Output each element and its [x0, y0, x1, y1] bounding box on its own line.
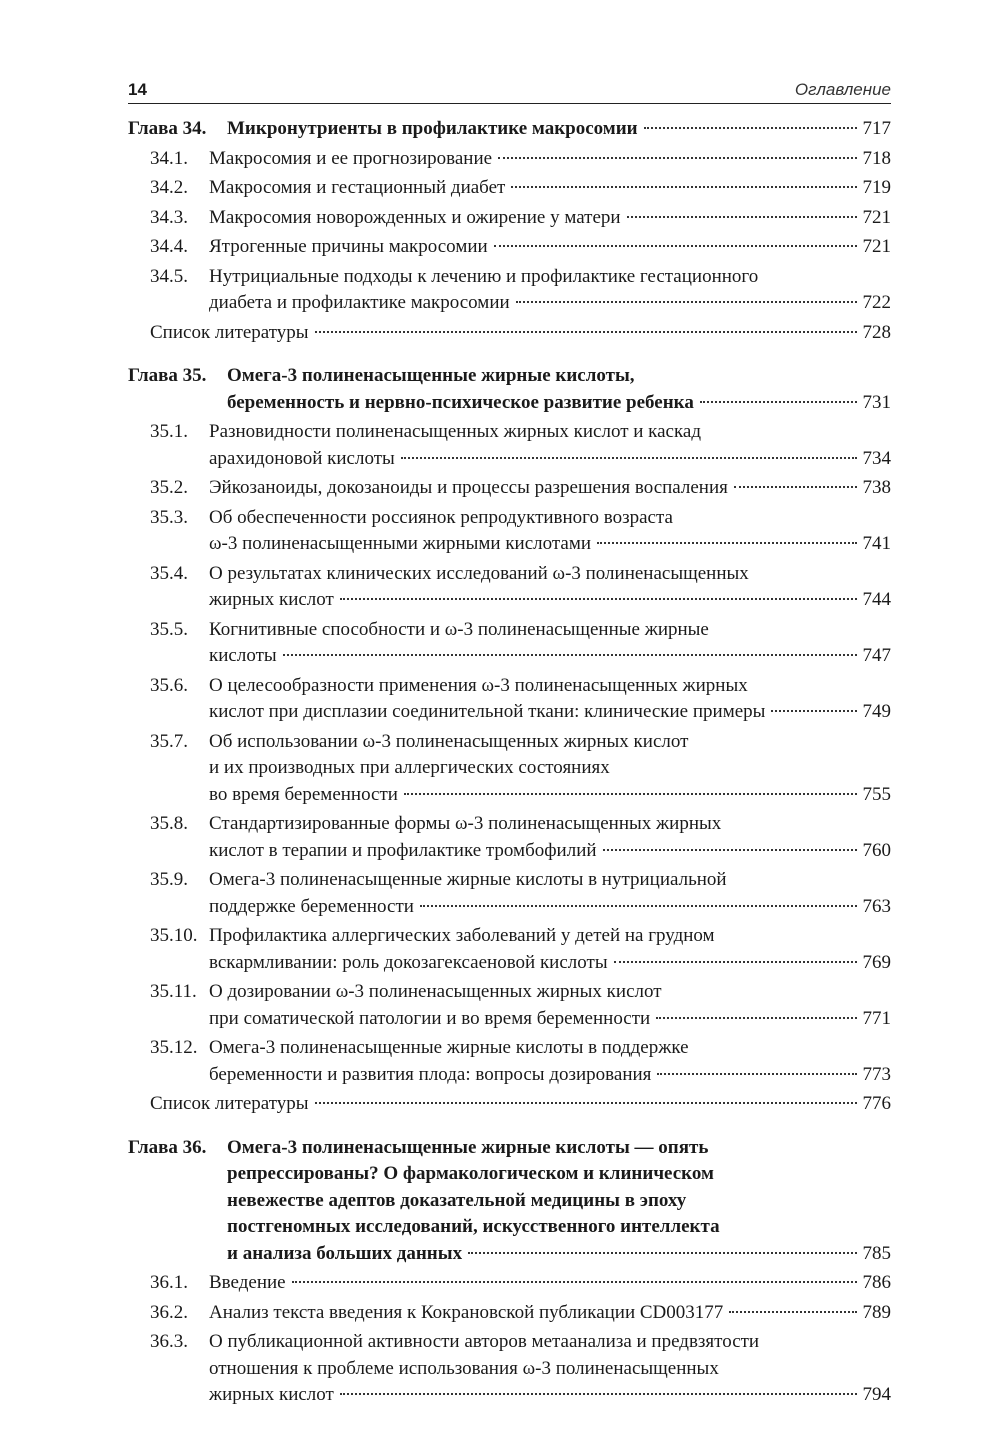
- entry-page-number: 794: [862, 1384, 891, 1405]
- chapter-heading: [128, 116, 891, 143]
- entry-title: [209, 475, 891, 502]
- entry-title-text: ω-3 полиненасыщенными жирными кислотами: [209, 533, 592, 554]
- dot-leader: [644, 127, 857, 129]
- bibliography-entry: [150, 320, 891, 347]
- entry-page-number: 776: [862, 1093, 891, 1114]
- entry-number: 35.4.: [150, 562, 188, 584]
- entry-number: 35.10.: [150, 925, 198, 946]
- entry-page-number: 718: [862, 147, 891, 169]
- entry-title-line: отношения к проблеме использования ω-3 полиненасыщенных: [209, 1357, 719, 1379]
- entry-number: 36.1.: [150, 1272, 188, 1293]
- section-entry: [150, 617, 891, 670]
- entry-number: 35.3.: [150, 506, 188, 528]
- chapter-block: [128, 1135, 891, 1409]
- entry-title-line: [209, 290, 891, 317]
- entry-title-line: [209, 643, 891, 670]
- entry-page-number: 786: [862, 1272, 891, 1293]
- entry-number: 35.1.: [150, 421, 188, 442]
- entry-title-text: диабета и профилактике макросомии: [209, 292, 510, 313]
- entry-title-line: [209, 475, 891, 502]
- section-entry: [150, 811, 891, 864]
- entry-title-line: Омега-3 полиненасыщенные жирные кислоты в поддержке: [209, 1037, 689, 1058]
- section-entry: [150, 146, 891, 173]
- entry-title-line: [209, 175, 891, 202]
- entry-title-text: Микронутриенты в профилактике макросомии: [227, 118, 638, 139]
- entry-title-text: жирных кислот: [209, 589, 334, 610]
- entry-page-number: 789: [862, 1301, 891, 1323]
- entry-title: [209, 1300, 891, 1327]
- entry-title: [209, 264, 891, 317]
- entry-title-text: при соматической патологии и во время беременности: [209, 1007, 651, 1029]
- bibliography-entry: [150, 1091, 891, 1118]
- dot-leader: [516, 301, 857, 303]
- entry-number: 35.12.: [150, 1037, 198, 1058]
- entry-number: 34.1.: [150, 147, 188, 169]
- dot-leader: [627, 216, 857, 218]
- entry-number: 34.3.: [150, 206, 188, 228]
- entry-number: 34.4.: [150, 236, 188, 257]
- dot-leader: [401, 457, 857, 459]
- chapter-heading: [128, 363, 891, 416]
- section-entry: [150, 673, 891, 726]
- page-number: 14: [128, 80, 147, 99]
- entry-number: 35.7.: [150, 730, 188, 752]
- entry-title-text: Макросомия и ее прогнозирование: [209, 147, 493, 169]
- entry-title: [209, 205, 891, 232]
- entry-title: [209, 419, 891, 472]
- entry-title: [209, 175, 891, 202]
- entry-title-line: [150, 320, 891, 347]
- section-entry: [150, 264, 891, 317]
- entry-title-line: [209, 234, 891, 261]
- entry-title-line: Стандартизированные формы ω-3 полиненасыщенных жирных: [209, 813, 722, 834]
- entry-title-line: Профилактика аллергических заболеваний у детей на грудном: [209, 925, 715, 946]
- table-of-contents: [128, 116, 891, 1426]
- entry-page-number: 771: [862, 1007, 891, 1029]
- entry-number: 35.5.: [150, 618, 188, 640]
- entry-page-number: 749: [862, 701, 891, 722]
- entry-page-number: 731: [862, 391, 891, 413]
- entry-title-line: репрессированы? О фармакологическом и клиническом: [227, 1163, 714, 1184]
- section-entry: [150, 419, 891, 472]
- entry-title: [209, 1329, 891, 1409]
- entry-title-text: беременности и развития плода: вопросы дозирования: [209, 1063, 652, 1085]
- dot-leader: [614, 961, 857, 963]
- entry-page-number: 755: [862, 783, 891, 805]
- entry-number: 35.11.: [150, 981, 197, 1002]
- entry-page-number: 717: [862, 118, 891, 139]
- entry-title-line: Омега-3 полиненасыщенные жирные кислоты — опять: [227, 1136, 709, 1158]
- entry-number: 35.8.: [150, 813, 188, 834]
- dot-leader: [657, 1073, 856, 1075]
- entry-page-number: 738: [862, 477, 891, 498]
- entry-title-text: Ятрогенные причины макросомии: [209, 236, 488, 257]
- entry-title: [209, 1270, 891, 1297]
- entry-number: Глава 36.: [128, 1136, 207, 1158]
- entry-number: 35.6.: [150, 674, 188, 696]
- entry-title-text: Введение: [209, 1272, 286, 1293]
- section-entry: [150, 867, 891, 920]
- entry-title-line: [209, 1382, 891, 1409]
- entry-title-line: Омега-3 полиненасыщенные жирные кислоты,: [227, 365, 635, 386]
- entry-title-line: [209, 699, 891, 726]
- entry-page-number: 760: [862, 839, 891, 861]
- entry-title-text: во время беременности: [209, 783, 398, 805]
- entry-title-line: Нутрициальные подходы к лечению и профилактике гестационного: [209, 265, 759, 287]
- header-rule: [128, 103, 891, 104]
- entry-number: 36.2.: [150, 1301, 188, 1323]
- section-entry: [150, 505, 891, 558]
- dot-leader: [404, 793, 857, 795]
- entry-title-line: [150, 1091, 891, 1118]
- dot-leader: [603, 849, 857, 851]
- dot-leader: [511, 186, 856, 188]
- entry-title-text: кислоты: [209, 645, 277, 666]
- entry-title-text: Макросомия новорожденных и ожирение у матери: [209, 206, 621, 228]
- entry-title: [150, 320, 891, 347]
- entry-title-line: [209, 1006, 891, 1033]
- entry-title-line: [227, 1241, 891, 1268]
- running-title: Оглавление: [794, 80, 891, 99]
- dot-leader: [729, 1311, 856, 1313]
- dot-leader: [315, 331, 857, 333]
- entry-page-number: 741: [862, 533, 891, 554]
- entry-title-line: [209, 782, 891, 809]
- entry-title: [209, 673, 891, 726]
- dot-leader: [656, 1017, 856, 1019]
- entry-title-text: Список литературы: [150, 1093, 309, 1114]
- chapter-block: [128, 363, 891, 1118]
- entry-title: [227, 116, 891, 143]
- entry-title-text: вскармливании: роль докозагексаеновой кислоты: [209, 951, 608, 973]
- entry-title: [209, 1035, 891, 1088]
- section-entry: [150, 1035, 891, 1088]
- entry-title-line: [209, 531, 891, 558]
- entry-title: [209, 617, 891, 670]
- entry-page-number: 763: [862, 895, 891, 917]
- entry-page-number: 719: [862, 177, 891, 198]
- entry-title-line: О результатах клинических исследований ω-3 полиненасыщенных: [209, 562, 749, 584]
- entry-page-number: 734: [862, 447, 891, 469]
- entry-title-line: постгеномных исследований, искусственного интеллекта: [227, 1216, 720, 1237]
- entry-title-line: Омега-3 полиненасыщенные жирные кислоты в нутрициальной: [209, 869, 727, 890]
- entry-title-line: О дозировании ω-3 полиненасыщенных жирных кислот: [209, 981, 662, 1002]
- entry-title-text: Список литературы: [150, 321, 309, 343]
- dot-leader: [597, 542, 856, 544]
- entry-title-line: [227, 116, 891, 143]
- entry-title-line: [209, 1270, 891, 1297]
- dot-leader: [292, 1281, 857, 1283]
- entry-title-line: [209, 587, 891, 614]
- entry-title-line: [209, 838, 891, 865]
- entry-title-line: Об использовании ω-3 полиненасыщенных жирных кислот: [209, 730, 689, 752]
- section-entry: [150, 475, 891, 502]
- entry-page-number: 744: [862, 589, 891, 610]
- section-entry: [150, 1300, 891, 1327]
- entry-title: [209, 923, 891, 976]
- entry-title: [227, 363, 891, 416]
- entry-number: 35.9.: [150, 869, 188, 890]
- entry-title: [209, 505, 891, 558]
- entry-title-line: [209, 1300, 891, 1327]
- entry-title-line: [209, 950, 891, 977]
- entry-title-line: [209, 146, 891, 173]
- entry-title-line: Когнитивные способности и ω-3 полиненасыщенные жирные: [209, 618, 709, 640]
- entry-title: [209, 729, 891, 809]
- section-entry: [150, 234, 891, 261]
- entry-title-text: беременность и нервно-психическое развитие ребенка: [227, 391, 694, 413]
- dot-leader: [734, 486, 857, 488]
- entry-title-text: Макросомия и гестационный диабет: [209, 177, 506, 198]
- entry-page-number: 773: [862, 1063, 891, 1085]
- entry-title-text: кислот в терапии и профилактике тромбофилий: [209, 839, 597, 861]
- entry-number: Глава 34.: [128, 118, 207, 139]
- entry-title-text: Анализ текста введения к Кокрановской публикации CD003177: [209, 1301, 724, 1323]
- entry-title-line: Об обеспеченности россиянок репродуктивного возраста: [209, 506, 673, 528]
- entry-title-line: [227, 390, 891, 417]
- entry-title-text: Эйкозаноиды, докозаноиды и процессы разрешения воспаления: [209, 477, 728, 498]
- entry-title-text: жирных кислот: [209, 1384, 334, 1405]
- entry-title-text: арахидоновой кислоты: [209, 447, 395, 469]
- section-entry: [150, 923, 891, 976]
- dot-leader: [700, 401, 857, 403]
- entry-title-text: поддержке беременности: [209, 895, 414, 917]
- dot-leader: [498, 157, 856, 159]
- entry-title: [209, 979, 891, 1032]
- dot-leader: [771, 710, 856, 712]
- entry-title: [150, 1091, 891, 1118]
- section-entry: [150, 205, 891, 232]
- entry-title: [209, 146, 891, 173]
- entry-page-number: 722: [862, 292, 891, 313]
- dot-leader: [494, 245, 857, 247]
- dot-leader: [468, 1252, 856, 1254]
- entry-number: 34.5.: [150, 265, 188, 287]
- dot-leader: [420, 905, 857, 907]
- chapter-block: [128, 116, 891, 346]
- entry-page-number: 769: [862, 951, 891, 973]
- dot-leader: [340, 598, 857, 600]
- entry-number: 35.2.: [150, 477, 188, 498]
- entry-title: [209, 867, 891, 920]
- entry-title: [209, 811, 891, 864]
- entry-title: [209, 561, 891, 614]
- section-entry: [150, 175, 891, 202]
- section-entry: [150, 1329, 891, 1409]
- entry-title-line: [209, 205, 891, 232]
- entry-title-text: кислот при дисплазии соединительной ткани: клинические примеры: [209, 701, 766, 722]
- entry-title-line: [209, 446, 891, 473]
- entry-title-line: невежестве адептов доказательной медицины в эпоху: [227, 1189, 687, 1211]
- dot-leader: [315, 1102, 857, 1104]
- entry-page-number: 721: [862, 206, 891, 228]
- section-entry: [150, 979, 891, 1032]
- entry-title-line: [209, 894, 891, 921]
- section-entry: [150, 729, 891, 809]
- entry-number: Глава 35.: [128, 365, 207, 386]
- page-header: [128, 74, 891, 100]
- dot-leader: [283, 654, 857, 656]
- entry-page-number: 721: [862, 236, 891, 257]
- entry-title: [209, 234, 891, 261]
- entry-title-line: и их производных при аллергических состояниях: [209, 757, 610, 778]
- entry-title-line: Разновидности полиненасыщенных жирных кислот и каскад: [209, 421, 702, 442]
- entry-page-number: 728: [862, 321, 891, 343]
- entry-title: [227, 1135, 891, 1268]
- dot-leader: [340, 1393, 857, 1395]
- entry-title-line: [209, 1062, 891, 1089]
- entry-page-number: 747: [862, 645, 891, 666]
- entry-page-number: 785: [862, 1242, 891, 1264]
- entry-title-text: и анализа больших данных: [227, 1242, 463, 1264]
- chapter-heading: [128, 1135, 891, 1268]
- entry-title-line: О публикационной активности авторов метаанализа и предвзятости: [209, 1331, 760, 1352]
- entry-number: 34.2.: [150, 177, 188, 198]
- section-entry: [150, 1270, 891, 1297]
- entry-title-line: О целесообразности применения ω-3 полиненасыщенных жирных: [209, 674, 748, 696]
- section-entry: [150, 561, 891, 614]
- entry-number: 36.3.: [150, 1331, 188, 1352]
